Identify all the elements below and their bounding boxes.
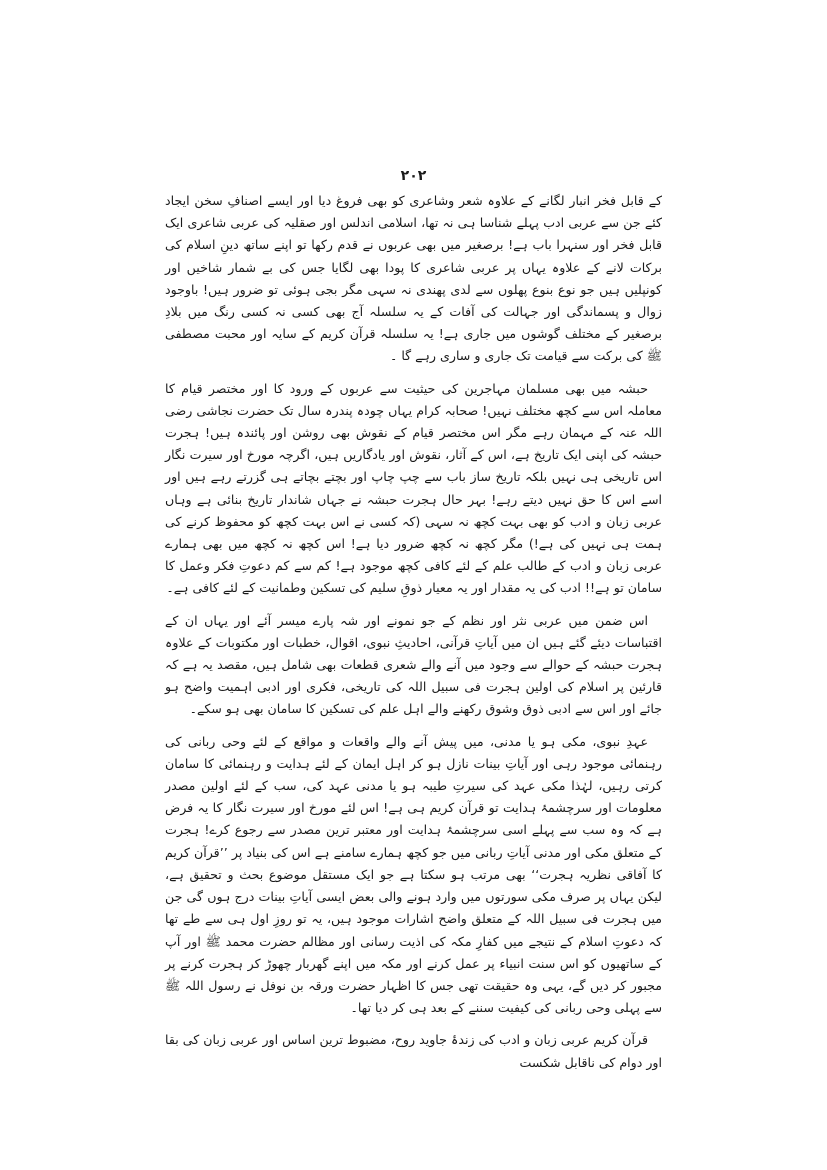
paragraph: کے قابل فخر انبار لگانے کے علاوہ شعر وشاعری کو بھی فروغ دیا اور ایسے اصنافِ سخن ایجاد کئے جن سے عربی ادب پہلے شناسا ہی نہ تھا، اسلامی اندلس اور صقلیہ کی عربی شاعری ایک قابل فخر اور سنہرا باب ہے! برصغیر میں بھی عربوں نے قدم رکھا تو اپنے ساتھ دینِ اسلام کی برکات لانے کے علاوہ یہاں پر عربی شاعری کا پودا بھی لگایا جس کی بے شمار شاخیں اور کونپلیں ہیں جو نوع بنوع پھلوں سے لدی پھندی نہ سہی مگر بجی ہوئی تو ضرور ہیں! باوجود زوال و پسماندگی اور جہالت کی آفات کے یہ سلسلہ آج بھی کسی نہ کسی رنگ میں بلادِ برصغیر کے مختلف گوشوں میں جاری ہے! یہ سلسلہ قرآن کریم کے سایہ اور محبت مصطفی ﷺ کی برکت سے قیامت تک جاری و ساری رہے گا ۔ [165, 193, 662, 364]
paragraph: عہدِ نبوی، مکی ہو یا مدنی، میں پیش آنے والے واقعات و مواقع کے لئے وحی ربانی کی رہنمائی موجود رہی اور آیاتِ بینات نازل ہو کر اہل ایمان کے لئے ہدایت و رہنمائی کا سامان کرتی رہیں، لہٰذا مکی عہد کی سیرتِ طیبہ ہو یا مدنی عہد کی، سب کے لئے اولین مصدر معلومات اور سرچشمۂ ہدایت تو قرآن کریم ہی ہے! اس لئے مورخ اور سیرت نگار کا یہ فرض ہے کہ وہ سب سے پہلے اسی سرچشمۂ ہدایت اور معتبر ترین مصدر سے رجوع کرے! ہجرت کے متعلق مکی اور مدنی آیاتِ ربانی میں جو کچھ ہمارے سامنے ہے اس کی بنیاد پر ’’قرآن کریم کا آفاقی نظریہ ہجرت‘‘ بھی مرتب ہو سکتا ہے جو ایک مستقل موضوع بحث و تحقیق ہے، لیکن یہاں پر صرف مکی سورتوں میں وارد ہونے والی بعض ایسی آیاتِ بینات درج ہوں گی جن میں ہجرت فی سبیل اللہ کے متعلق واضح اشارات موجود ہیں، یہ تو روزِ اول ہی سے طے تھا کہ دعوتِ اسلام کے نتیجے میں کفارِ مکہ کی اذیت رسانی اور مظالم حضرت محمد ﷺ اور آپ کے ساتھیوں کو اس سنت انبیاء پر عمل کرنے اور مکہ میں اپنے گھربار چھوڑ کر ہجرت کرنے پر مجبور کر دیں گے، یہی وہ حقیقت تھی جس کا اظہار حضرت ورقہ بن نوفل نے رسول اللہ ﷺ سے پہلی وحی ربانی کی کیفیت سننے کے بعد ہی کر دیا تھا۔ [165, 733, 662, 1016]
paragraph: اس ضمن میں عربی نثر اور نظم کے جو نمونے اور شہ پارے میسر آئے اور یہاں ان کے اقتباسات دیئے گئے ہیں ان میں آیاتِ قرآنی، احادیثِ نبوی، اقوال، خطبات اور مکتوبات کے علاوہ ہجرت حبشہ کے حوالے سے وجود میں آنے والے شعری قطعات بھی شامل ہیں، مقصد یہ ہے کہ قارئین پر اسلام کی اولین ہجرت فی سبیل اللہ کی تاریخی، فکری اور ادبی اہمیت واضح ہو جائے اور اس سے ادبی ذوق وشوق رکھنے والے اہل علم کی تسکین کا سامان بھی ہو سکے۔ [165, 612, 662, 717]
paragraph: قرآن کریم عربی زبان و ادب کی زندۂ جاوید روح، مضبوط ترین اساس اور عربی زبان کی بقا اور دوام کی ناقابل شکست [165, 1032, 662, 1070]
body-text [165, 190, 662, 1074]
paragraph: حبشہ میں بھی مسلمان مہاجرین کی حیثیت سے عربوں کے ورود کا اور مختصر قیام کا معاملہ اس سے کچھ مختلف نہیں! صحابہ کرام یہاں چودہ پندرہ سال تک حضرت نجاشی رضی اللہ عنہ کے مہمان رہے مگر اس مختصر قیام کے نقوش بھی روشن اور پائندہ ہیں! ہجرت حبشہ کی اپنی ایک تاریخ ہے، اس کے آثار، نقوش اور یادگاریں ہیں، اگرچہ مورخ اور سیرت نگار اس تاریخی ہی نہیں بلکہ تاریخ ساز باب سے چپ چاپ اور بچتے بچاتے ہی گزرتے رہے ہیں اور اسے اس کا حق نہیں دیتے رہے! بہر حال ہجرت حبشہ نے جہاں شاندار تاریخ بنائی ہے وہاں عربی زبان و ادب کو بھی بہت کچھ نہ سہی (کہ کسی نے اس بہت کچھ کو محفوظ کرنے کی ہمت ہی نہیں کی ہے!) مگر کچھ نہ کچھ ضرور دیا ہے! اس کچھ نہ کچھ میں بھی ہمارے عربی زبان و ادب کے طالب علم کے لئے کافی کچھ موجود ہے! کم سے کم دعوتِ فکر وعمل کا سامان تو ہے!! ادب کی یہ مقدار اور یہ معیار ذوقِ سلیم کی تسکین وطمانیت کے لئے کافی ہے۔ [165, 380, 662, 596]
page-number: ۲۰۲ [400, 168, 427, 184]
